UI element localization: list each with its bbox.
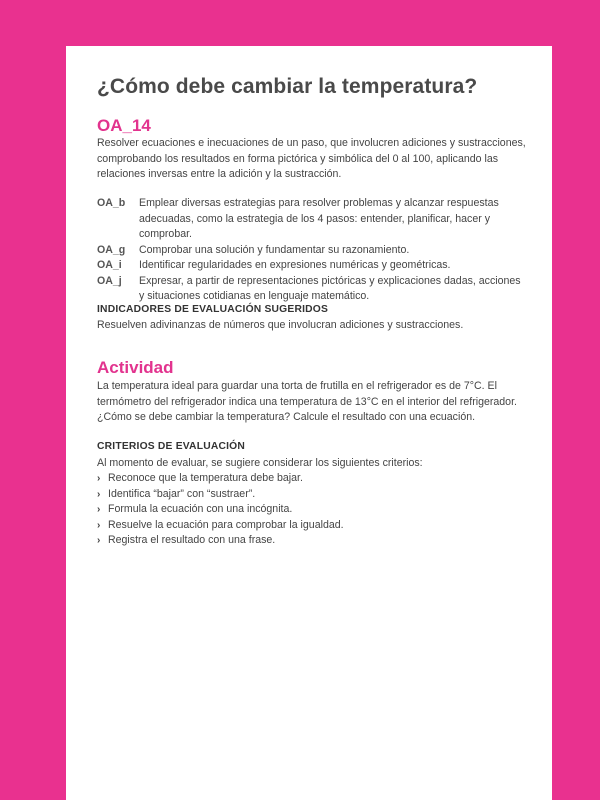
- criteria-item-text: Registra el resultado con una frase.: [108, 534, 276, 546]
- activity-heading: Actividad: [97, 358, 174, 377]
- objective-item-code: OA_i: [97, 259, 122, 271]
- related-objectives-list: [97, 196, 527, 305]
- criteria-heading: CRITERIOS DE EVALUACIÓN: [97, 441, 246, 452]
- list-item: [97, 243, 527, 259]
- criteria-item-text: Resuelve la ecuación para comprobar la igualdad.: [108, 518, 344, 531]
- list-item: [97, 471, 527, 487]
- objective-item-code: OA_b: [97, 197, 126, 209]
- criteria-intro: Al momento de evaluar, se sugiere considerar los siguientes criterios:: [97, 457, 423, 469]
- objective-item-text: Identificar regularidades en expresiones numéricas y geométricas.: [139, 259, 451, 271]
- list-item: [97, 533, 527, 549]
- objective-item-text: Comprobar una solución y fundamentar su razonamiento.: [139, 243, 410, 256]
- list-item: [97, 487, 527, 503]
- objective-item-code: OA_g: [97, 243, 126, 256]
- list-item: [97, 196, 527, 243]
- objective-item-text: Emplear diversas estrategias para resolver problemas y alcanzar respuestas adecuadas, como la estrategia de los 4 pasos: entender, planificar, hacer y comprobar.: [139, 197, 499, 240]
- criteria-item-text: Reconoce que la temperatura debe bajar.: [108, 472, 303, 484]
- page-title: ¿Cómo debe cambiar la temperatura?: [97, 75, 478, 98]
- list-item: [97, 518, 527, 534]
- list-item: [97, 274, 527, 305]
- chevron-right-icon: ›: [97, 473, 101, 484]
- objective-description: Resolver ecuaciones e inecuaciones de un paso, que involucren adiciones y sustracciones, comprobando los resultados en forma pictórica y simbólica del 0 al 100, aplicando las relaciones inversas entre la adición y la sustracción.: [97, 137, 526, 180]
- document-page: [66, 46, 552, 800]
- indicators-heading: INDICADORES DE EVALUACIÓN SUGERIDOS: [97, 304, 329, 315]
- criteria-list: [97, 471, 527, 549]
- indicators-text: Resuelven adivinanzas de números que involucran adiciones y sustracciones.: [97, 319, 464, 331]
- criteria-item-text: Formula la ecuación con una incógnita.: [108, 503, 293, 515]
- objective-item-code: OA_j: [97, 274, 122, 287]
- objective-item-text: Expresar, a partir de representaciones pictóricas y explicaciones dadas, acciones y situaciones cotidianas en lenguaje matemático.: [139, 274, 521, 302]
- chevron-right-icon: ›: [97, 519, 101, 531]
- objective-code: OA_14: [97, 116, 151, 135]
- criteria-item-text: Identifica “bajar” con “sustraer”.: [108, 487, 256, 500]
- chevron-right-icon: ›: [97, 488, 101, 500]
- chevron-right-icon: ›: [97, 504, 101, 515]
- activity-text: La temperatura ideal para guardar una torta de frutilla en el refrigerador es de 7°C. El termómetro del refrigerador indica una temperatura de 13°C en el interior del refrigerador. ¿Cómo se debe cambiar la temperatura? Calcule el resultado con una ecuación.: [97, 380, 517, 423]
- chevron-right-icon: ›: [97, 535, 101, 546]
- list-item: [97, 258, 527, 274]
- list-item: [97, 502, 527, 518]
